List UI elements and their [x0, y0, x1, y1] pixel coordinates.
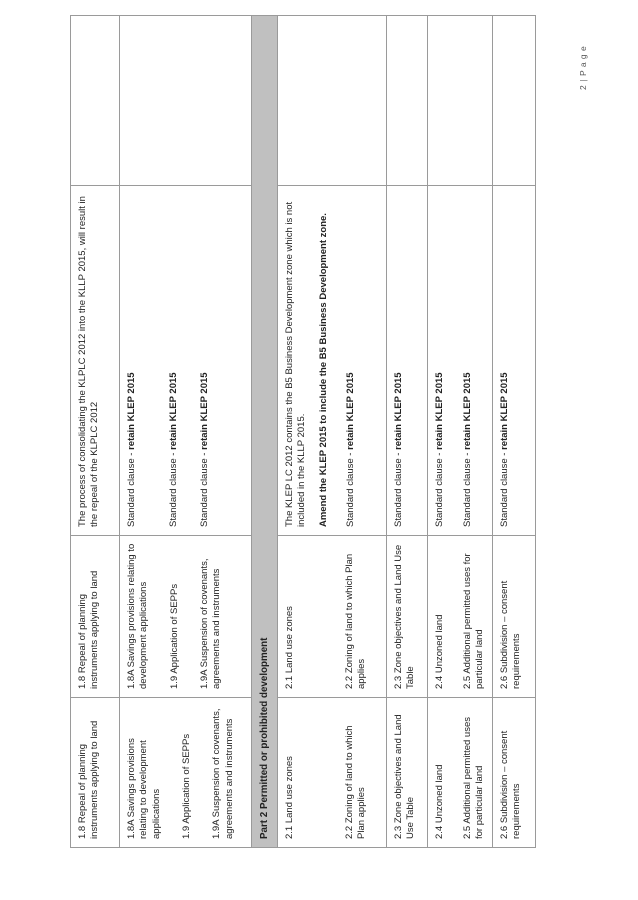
comment-line: Standard clause - retain KLEP 2015	[462, 372, 474, 527]
comment-line: Standard clause - retain KLEP 2015	[433, 372, 445, 527]
table-cell	[277, 186, 386, 536]
amendment-text: Amend the KLEP 2015 to include the B5 Business Development zone.	[318, 213, 330, 527]
comment-text: The KLEP LC 2012 contains the B5 Business Development zone which is not included in the KLLP 2015.	[283, 201, 308, 527]
table-row	[492, 16, 535, 848]
table-cell	[427, 186, 492, 536]
clause-name: 1.9 Application of SEPPs	[181, 733, 193, 839]
table-cell	[120, 186, 252, 536]
table-cell	[427, 536, 492, 698]
table-row	[277, 16, 386, 848]
comment-line: Standard clause - retain KLEP 2015	[126, 372, 137, 527]
table-cell	[71, 698, 120, 848]
table-cell: Standard clause - retain KLEP 2015	[492, 186, 535, 536]
table-cell	[427, 698, 492, 848]
page-number-word: P a g e	[578, 45, 588, 77]
comment-line: Standard clause - retain KLEP 2015	[198, 372, 210, 527]
comment-text: The process of consolidating the KLPLC 2012 into the KLLP 2015, will result in the repeal of the KLPLC 2012	[77, 196, 101, 527]
comment-line: Standard clause - retain KLEP 2015	[168, 372, 180, 527]
table-cell	[386, 16, 427, 186]
table-cell	[71, 186, 120, 536]
clause-name: 2.3 Zone objectives and Land Use Table	[392, 714, 417, 839]
table-cell	[120, 698, 252, 848]
table-cell	[277, 536, 386, 698]
clause-name: 2.1 Land use zones	[283, 606, 295, 689]
comparison-table	[70, 15, 536, 848]
clause-name: 1.8A Savings provisions relating to development applications	[126, 738, 162, 839]
table-cell	[492, 16, 535, 186]
part-heading: Part 2 Permitted or prohibited development	[252, 16, 278, 848]
clause-name: 1.8 Repeal of planning instruments applying to land	[77, 720, 101, 839]
table-cell	[427, 16, 492, 186]
comment-line: Standard clause - retain KLEP 2015	[344, 372, 356, 527]
page-number-value: 2	[578, 84, 588, 90]
table-cell	[492, 698, 535, 848]
clause-name: 2.2 Zoning of land to which Plan applies	[344, 553, 368, 689]
clause-name: 2.4 Unzoned land	[433, 764, 445, 839]
table-row	[120, 16, 252, 848]
rotated-table-stage	[70, 16, 587, 848]
clause-name: 2.6 Subdivision – consent requirements	[498, 730, 523, 839]
clause-name: 1.8A Savings provisions relating to development applications	[126, 543, 150, 689]
clause-name: 2.2 Zoning of land to which Plan applies	[344, 725, 368, 839]
clause-name: 2.6 Subdivision – consent requirements	[498, 580, 523, 689]
table-row	[386, 16, 427, 848]
clause-name: 2.3 Zone objectives and Land Use Table	[392, 544, 417, 689]
table-row	[71, 16, 120, 848]
part-heading-row	[252, 16, 278, 848]
table-row	[427, 16, 492, 848]
table-cell	[386, 536, 427, 698]
clause-name: 1.9 Application of SEPPs	[168, 583, 180, 689]
clause-name: 1.9A Suspension of covenants, agreements and instruments	[211, 708, 235, 839]
table-cell	[492, 536, 535, 698]
table-cell	[71, 536, 120, 698]
table-cell	[120, 536, 252, 698]
table-cell	[386, 698, 427, 848]
table-cell	[71, 16, 120, 186]
page-number-separator: |	[578, 79, 588, 82]
clause-name: 2.5 Additional permitted uses for particular land	[462, 717, 486, 839]
clause-name: 1.9A Suspension of covenants, agreements and instruments	[199, 558, 223, 689]
table-cell	[120, 16, 252, 186]
table-cell	[277, 698, 386, 848]
clause-name: 2.5 Additional permitted uses for particular land	[462, 553, 486, 689]
clause-name: 2.4 Unzoned land	[433, 614, 445, 689]
table-cell: Standard clause - retain KLEP 2015	[386, 186, 427, 536]
table-cell	[277, 16, 386, 186]
clause-name: 1.8 Repeal of planning instruments applying to land	[77, 570, 101, 689]
clause-name: 2.1 Land use zones	[283, 756, 295, 839]
